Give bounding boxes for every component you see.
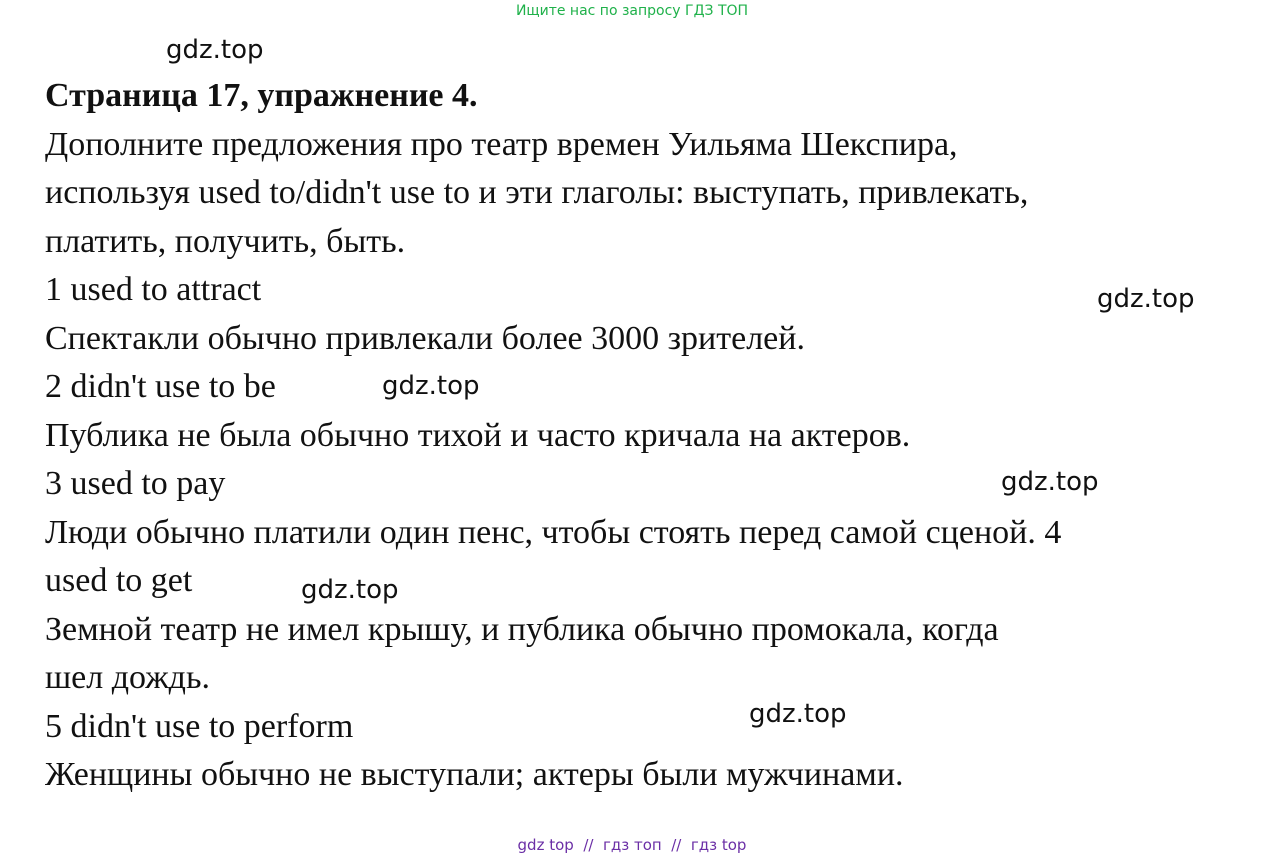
watermark: gdz.top (301, 575, 399, 605)
task-text: платить, получить, быть. (45, 222, 406, 260)
task-text: используя used to/didn't use to и эти глаголы: выступать, привлекать, (45, 174, 1029, 211)
answer-1: 1 used to attract (45, 271, 262, 308)
translation-4-cont: шел дождь. (45, 659, 210, 696)
answer-4: used to get (45, 562, 193, 599)
watermark: gdz.top (1097, 284, 1195, 314)
translation-4: Земной театр не имел крышу, и публика обычно промокала, когда (45, 610, 999, 648)
translation-3: Люди обычно платили один пенс, чтобы стоять перед самой сценой. 4 (45, 513, 1062, 551)
translation-2: Публика не была обычно тихой и часто кричала на актеров. (45, 416, 911, 454)
watermark: gdz.top (166, 35, 264, 65)
watermark: gdz.top (1001, 467, 1099, 497)
top-banner: Ищите нас по запросу ГДЗ ТОП (515, 3, 749, 19)
exercise-content (45, 72, 1240, 800)
task-text: Дополните предложения про театр времен Уильяма Шекспира, (45, 125, 958, 163)
watermark: gdz.top (749, 699, 847, 729)
answer-5: 5 didn't use to perform (45, 707, 354, 745)
translation-5: Женщины обычно не выступали; актеры были мужчинами. (45, 756, 904, 793)
footer-links (0, 836, 1264, 854)
page-title: Страница 17, упражнение 4. (45, 77, 478, 114)
translation-1: Спектакли обычно привлекали более 3000 зрителей. (45, 319, 805, 357)
answer-3: 3 used to pay (45, 465, 226, 502)
watermark: gdz.top (382, 371, 480, 401)
answer-2: 2 didn't use to be (45, 368, 276, 405)
footer-text: gdz top // гдз топ // гдз top (517, 836, 747, 854)
